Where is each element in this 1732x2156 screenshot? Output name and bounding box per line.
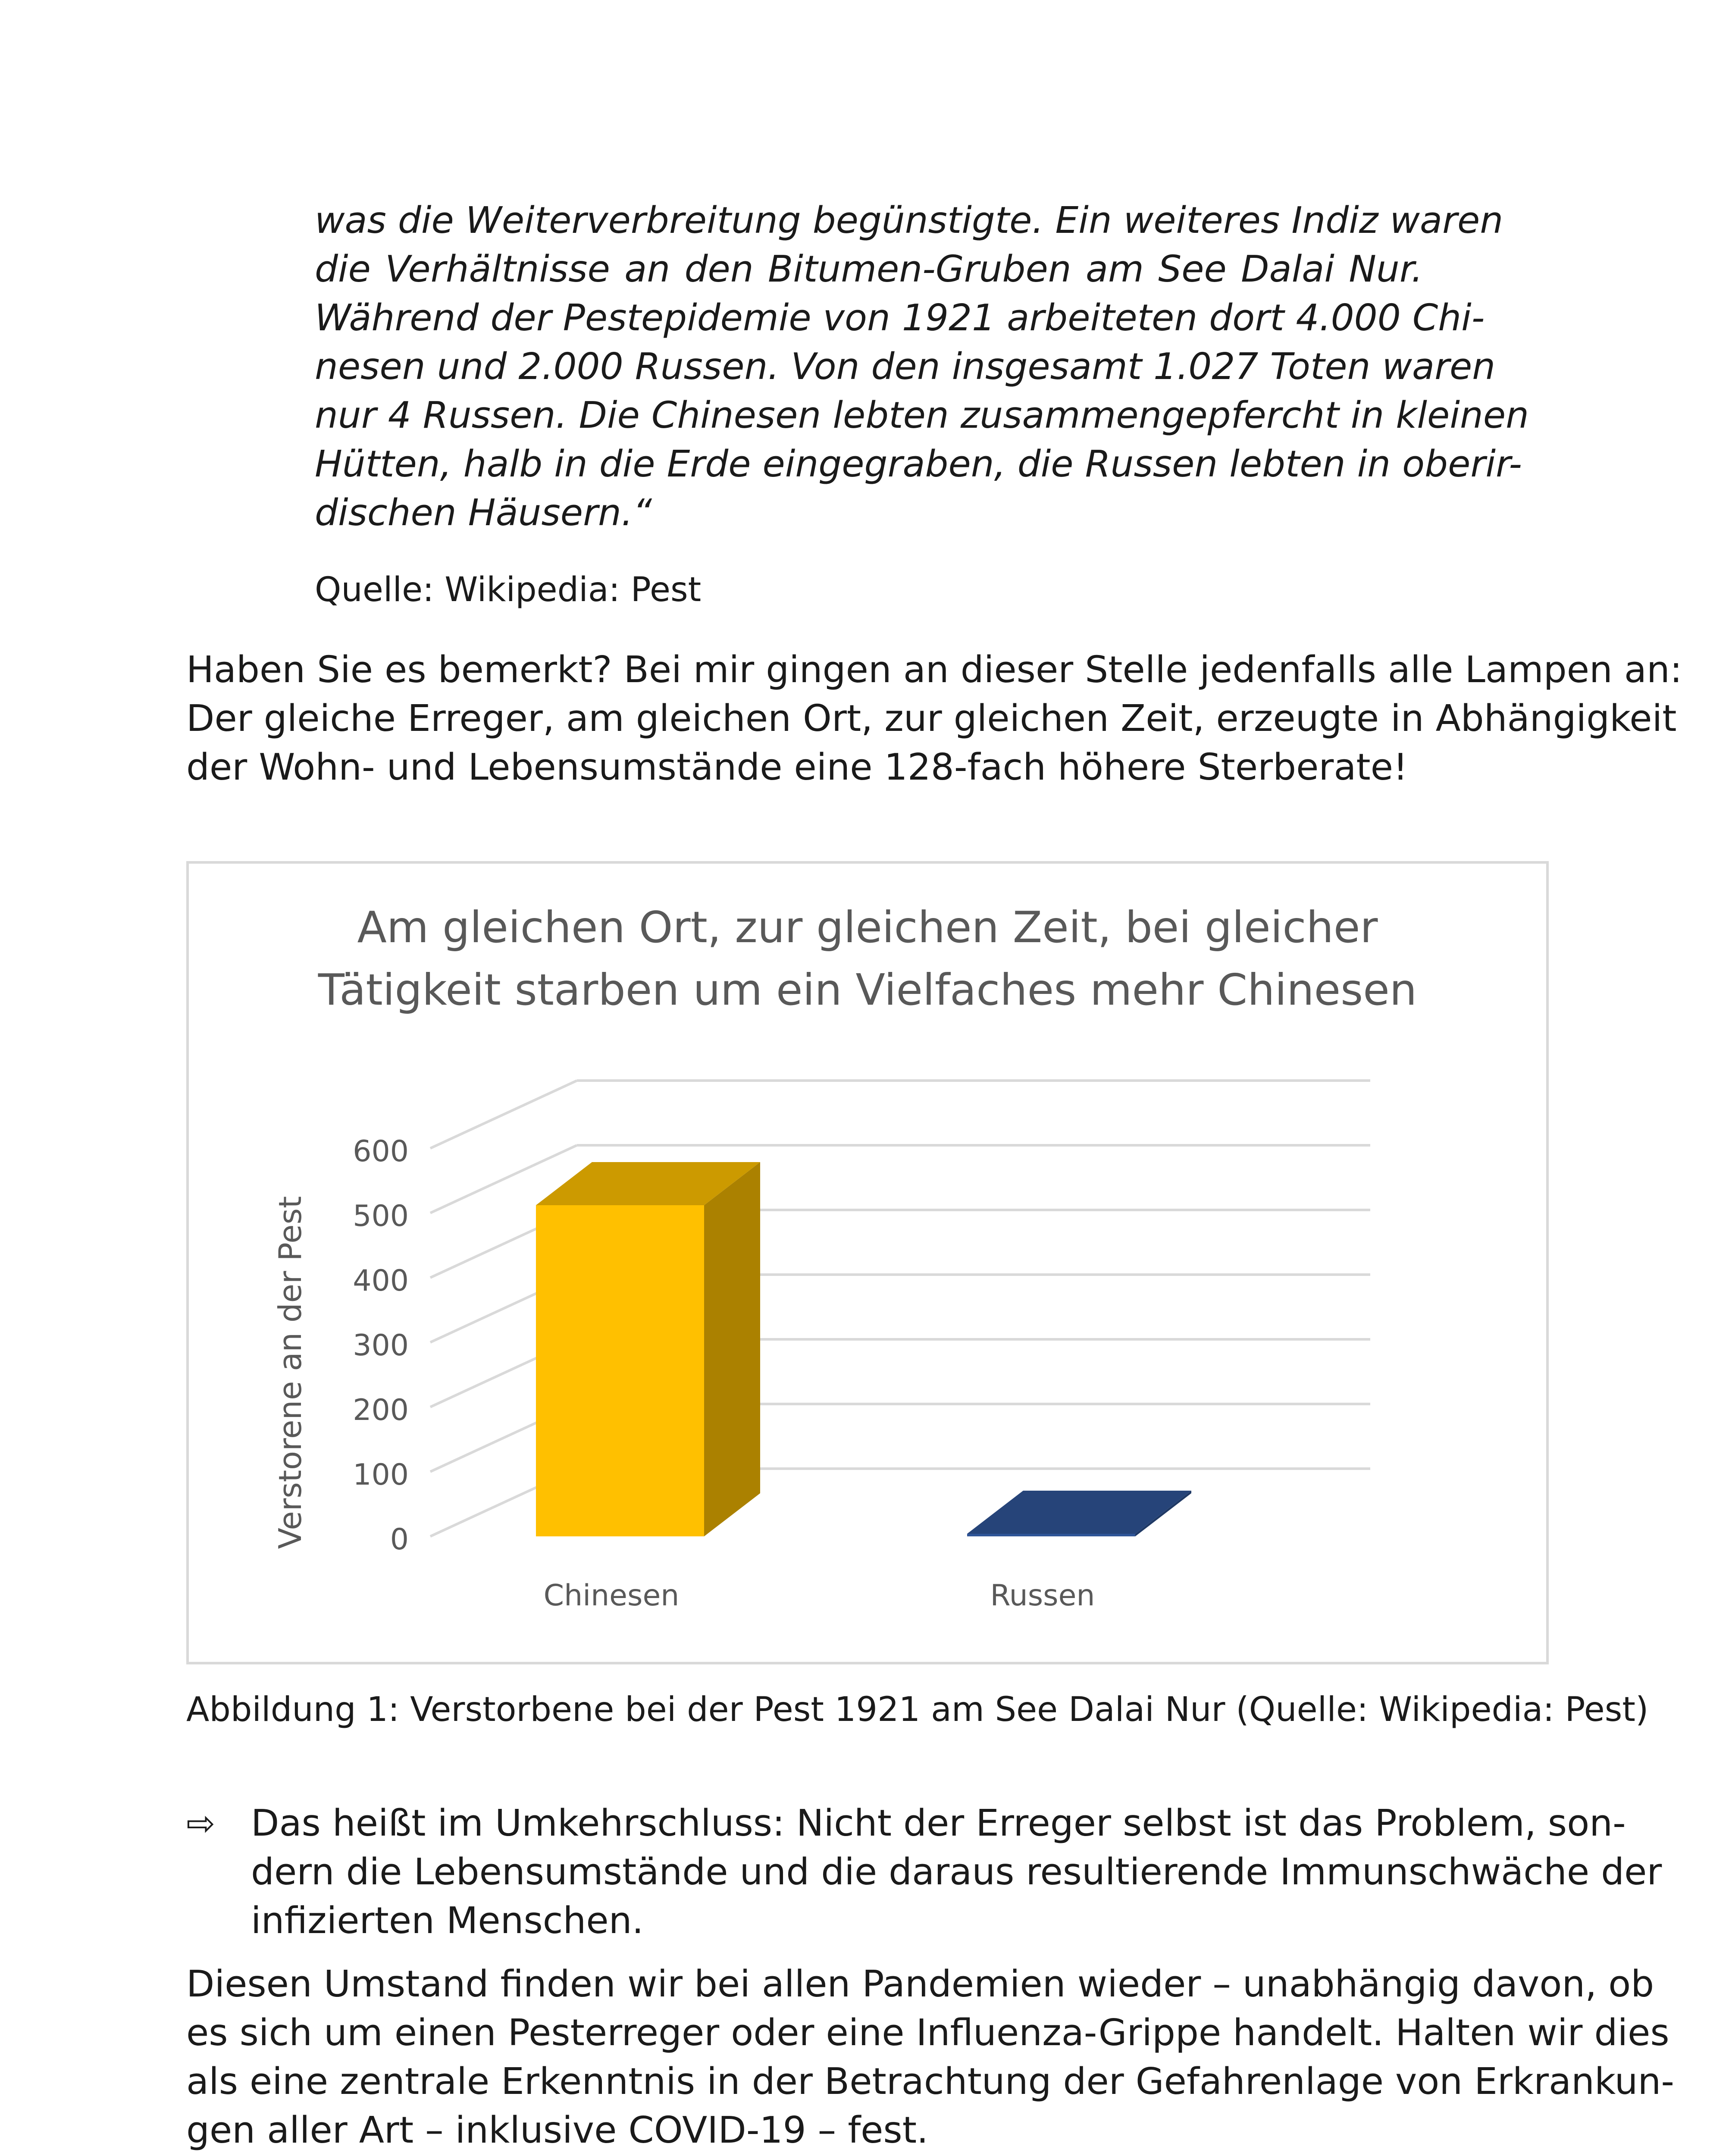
y-tick-label: 400 [353, 1264, 409, 1298]
paragraph [186, 1960, 1675, 2155]
bar-top [967, 1491, 1191, 1534]
quote-line: Während der Pestepidemie von 1921 arbeiteten dort 4.000 Chi- [315, 297, 1485, 339]
bar-front [536, 1205, 704, 1536]
chart-title-line: Am gleichen Ort, zur gleichen Zeit, bei gleicher [357, 902, 1378, 953]
paragraph-line: gen aller Art – inklusive COVID-19 – fest. [186, 2109, 929, 2152]
paragraph-line: der Wohn- und Lebensumstände eine 128-fach höhere Sterberate! [186, 746, 1408, 789]
quote-line: die Verhältnisse an den Bitumen-Gruben am See Dalai Nur. [315, 248, 1423, 291]
paragraph-line: Haben Sie es bemerkt? Bei mir gingen an dieser Stelle jedenfalls alle Lampen an: [186, 649, 1682, 691]
bullet-line: Das heißt im Umkehrschluss: Nicht der Erreger selbst ist das Problem, son- [251, 1802, 1626, 1845]
y-tick-label: 0 [390, 1523, 409, 1557]
quote-line: was die Weiterverbreitung begünstigte. Ein weiteres Indiz waren [315, 199, 1503, 242]
quote-source: Quelle: Wikipedia: Pest [315, 570, 702, 609]
bullet-text [251, 1799, 1662, 1945]
y-tick-label: 500 [353, 1199, 409, 1233]
figure-caption: Abbildung 1: Verstorbene bei der Pest 1921 am See Dalai Nur (Quelle: Wikipedia: Pest) [186, 1690, 1649, 1729]
y-tick-label: 600 [353, 1134, 409, 1169]
paragraph-line: es sich um einen Pesterreger oder eine Influenza-Grippe handelt. Halten wir dies [186, 2012, 1669, 2054]
paragraph-line: Der gleiche Erreger, am gleichen Ort, zur gleichen Zeit, erzeugte in Abhängigkeit [186, 697, 1677, 740]
bar-front [967, 1534, 1135, 1536]
y-axis-title: Verstorene an der Pest [272, 1196, 308, 1549]
quote-line: dischen Häusern.“ [315, 492, 652, 534]
quote-line: nesen und 2.000 Russen. Von den insgesamt 1.027 Toten waren [315, 345, 1496, 388]
bar-side [704, 1162, 760, 1536]
quote-line: nur 4 Russen. Die Chinesen lebten zusammengepfercht in kleinen [315, 394, 1529, 437]
chart-canvas [189, 864, 1546, 1662]
y-tick-label: 300 [353, 1329, 409, 1363]
bullet-line: dern die Lebensumstände und die daraus resultierende Immunschwäche der [251, 1851, 1662, 1893]
gridline-diagonal [430, 1081, 577, 1148]
x-tick-label: Russen [990, 1579, 1095, 1613]
paragraph-line: als eine zentrale Erkenntnis in der Betrachtung der Gefahrenlage von Erkrankun- [186, 2060, 1675, 2103]
arrow-right-icon: ⇨ [186, 1803, 216, 1843]
y-tick-label: 100 [353, 1458, 409, 1492]
x-tick-label: Chinesen [543, 1579, 680, 1613]
chart-title-line: Tätigkeit starben um ein Vielfaches mehr Chinesen [318, 965, 1417, 1015]
block-quote [315, 196, 1529, 537]
paragraph [186, 646, 1682, 792]
bullet-line: infizierten Menschen. [251, 1899, 644, 1942]
quote-line: Hütten, halb in die Erde eingegraben, die Russen lebten in oberir- [315, 443, 1522, 486]
y-tick-label: 200 [353, 1393, 409, 1427]
paragraph-line: Diesen Umstand finden wir bei allen Pandemien wieder – unabhängig davon, ob [186, 1963, 1654, 2006]
chart-figure [186, 861, 1549, 1664]
